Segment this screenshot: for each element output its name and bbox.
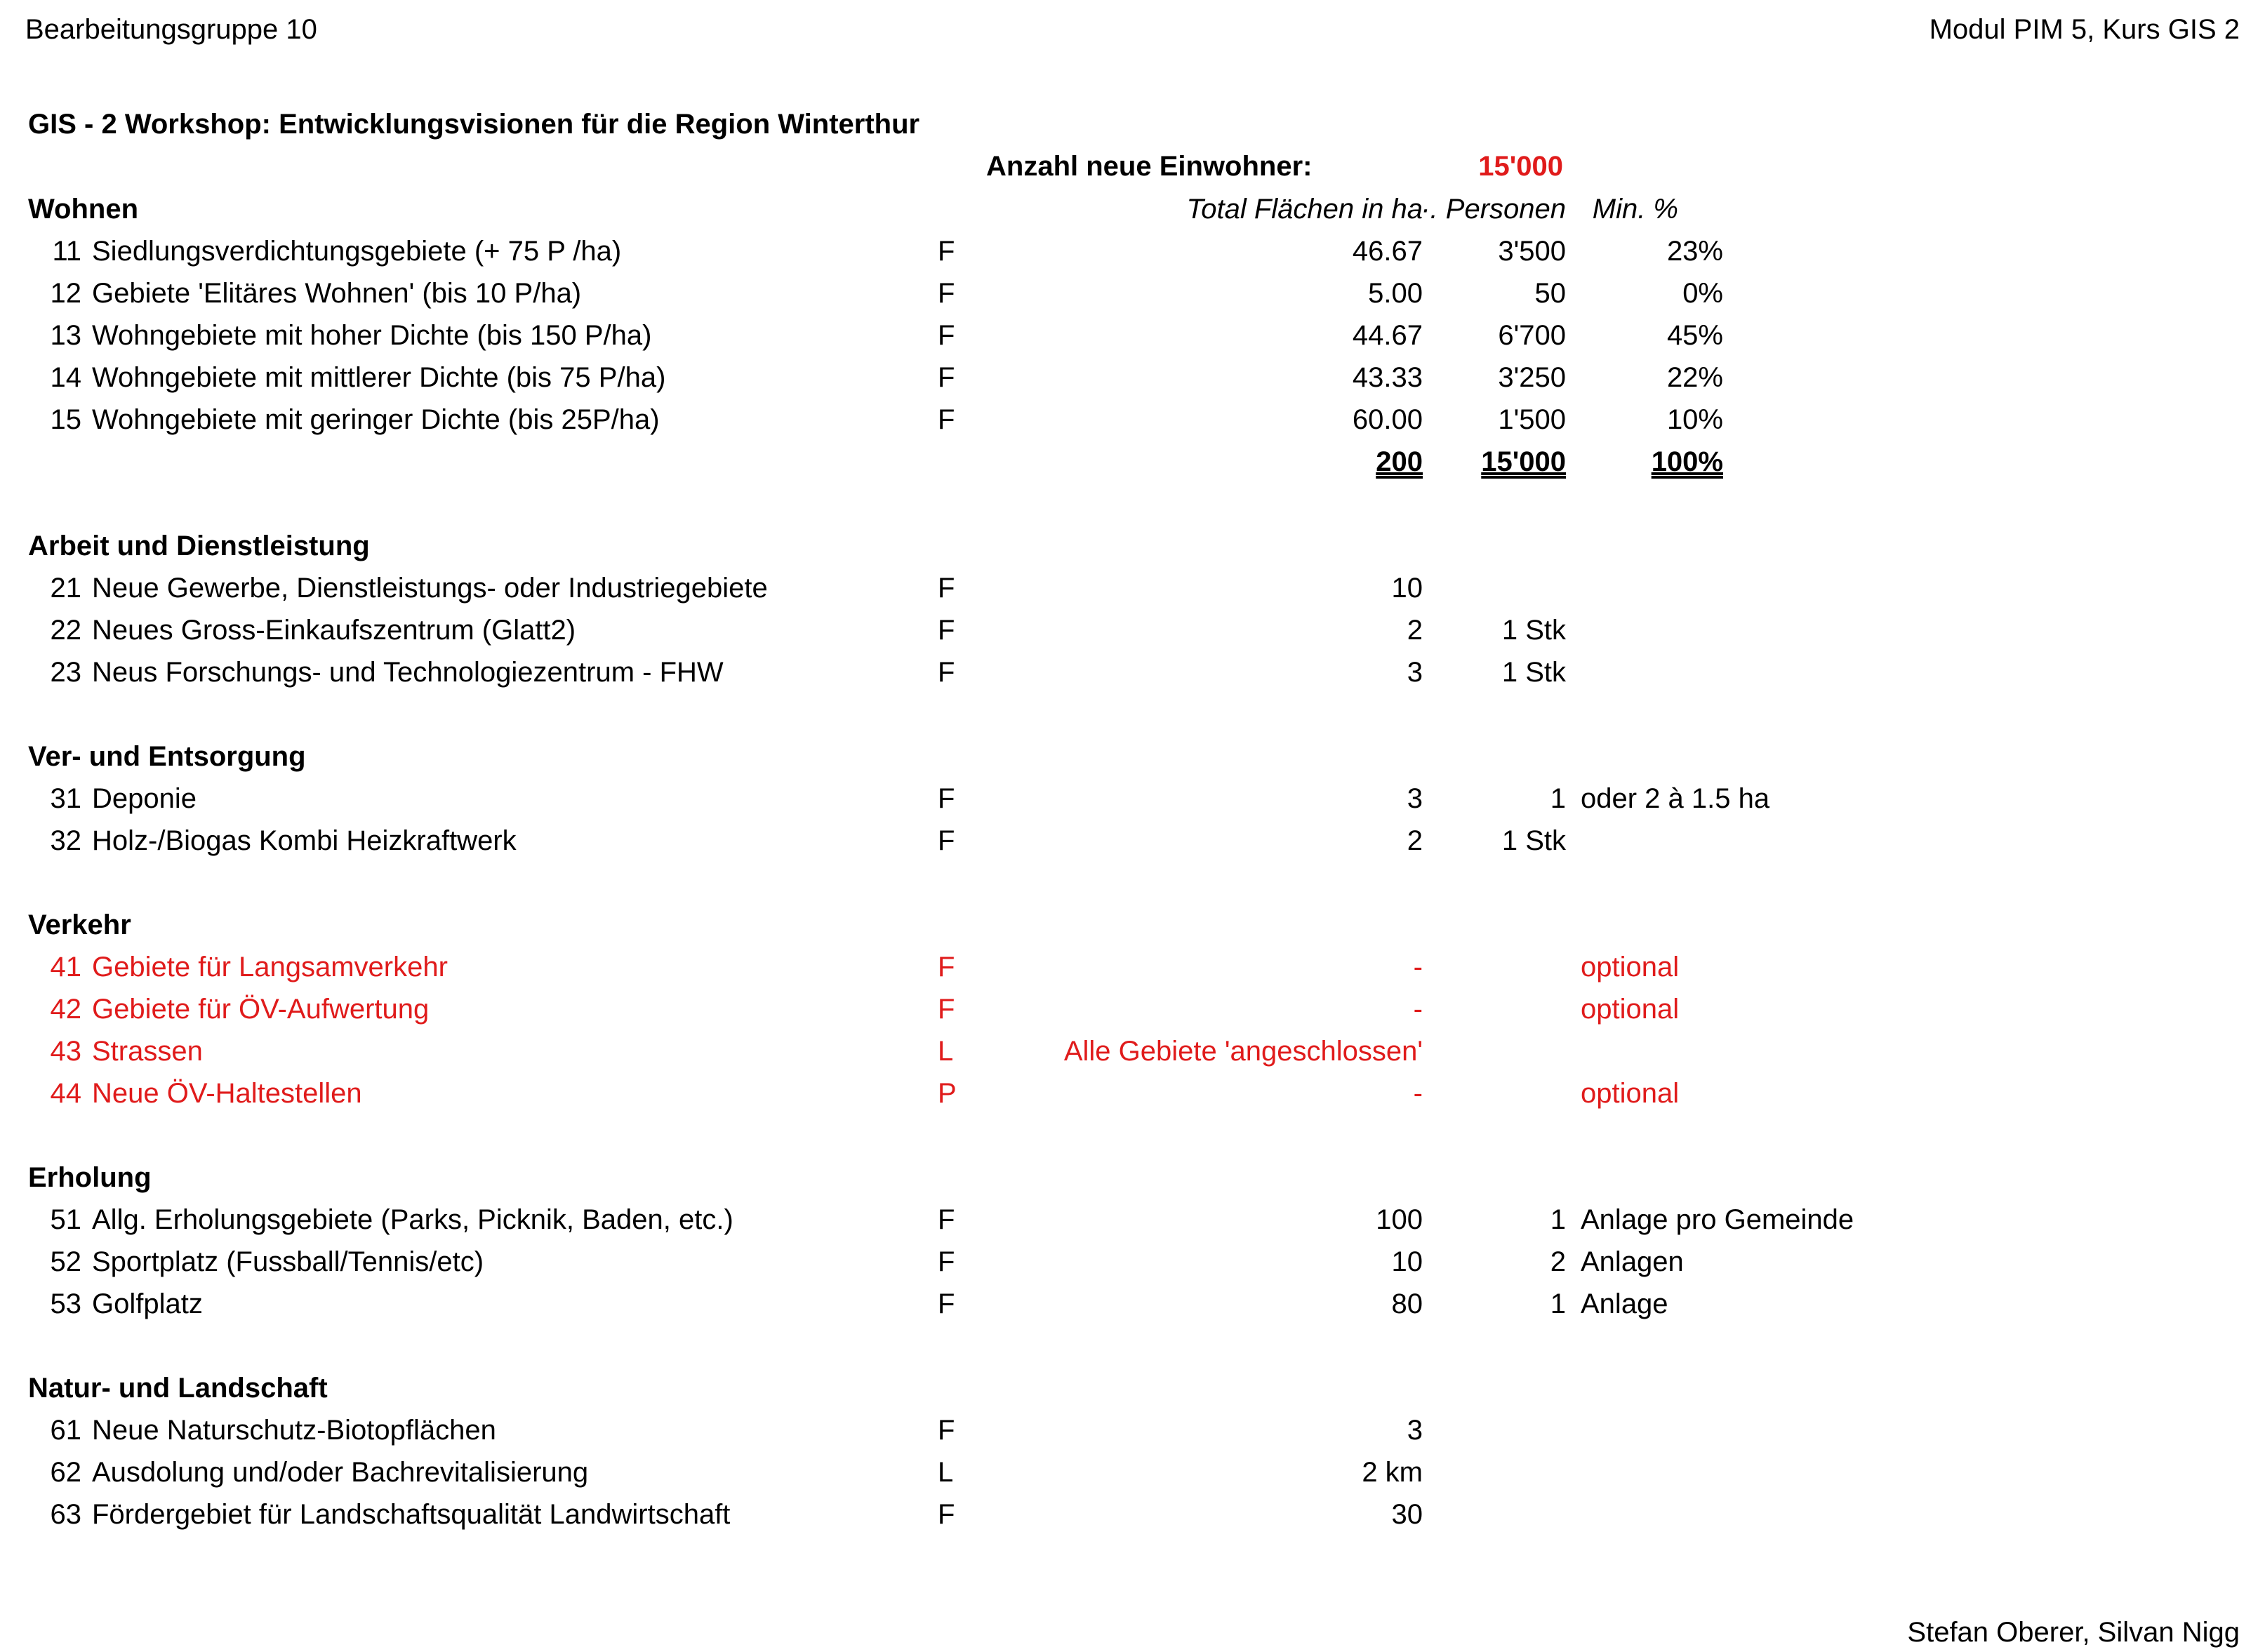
row-name: Gebiete 'Elitäres Wohnen' (bis 10 P/ha) — [92, 278, 582, 309]
row-persons: 1 Stk — [1501, 657, 1566, 688]
row-type: F — [938, 1288, 955, 1319]
row-area: 3 — [1407, 783, 1423, 814]
row-area: 60.00 — [1352, 404, 1423, 435]
row-name: Deponie — [92, 783, 197, 814]
row-area: 2 km — [1362, 1457, 1423, 1488]
row-type: F — [938, 825, 955, 856]
row-persons: 1 — [1550, 1288, 1566, 1319]
table-row — [0, 1416, 2265, 1451]
row-type: L — [938, 1457, 954, 1488]
row-number: 51 — [50, 1204, 81, 1235]
table-row — [0, 1290, 2265, 1325]
row-note: optional — [1581, 952, 1680, 982]
row-number: 21 — [50, 573, 81, 604]
table-row — [0, 1206, 2265, 1241]
row-type: F — [938, 994, 955, 1025]
row-number: 11 — [52, 236, 81, 267]
row-area: 3 — [1407, 657, 1423, 688]
table-row — [0, 1248, 2265, 1283]
row-type: F — [938, 1499, 955, 1530]
row-name: Ausdolung und/oder Bachrevitalisierung — [92, 1457, 589, 1488]
table-row — [0, 1458, 2265, 1493]
row-number: 15 — [50, 404, 81, 435]
row-persons: 2 — [1550, 1246, 1566, 1277]
row-note: optional — [1581, 994, 1680, 1025]
row-note: Anlage pro Gemeinde — [1581, 1204, 1854, 1235]
table-row — [0, 279, 2265, 314]
header-group: Bearbeitungsgruppe 10 — [25, 14, 317, 45]
row-area: 10 — [1391, 573, 1423, 604]
row-number: 62 — [50, 1457, 81, 1488]
row-name: Neue Naturschutz-Biotopflächen — [92, 1415, 496, 1446]
row-type: F — [938, 362, 955, 393]
row-number: 44 — [50, 1078, 81, 1109]
row-percent: 0% — [1682, 278, 1723, 309]
row-type: P — [938, 1078, 957, 1109]
row-type: F — [938, 404, 955, 435]
row-name: Siedlungsverdichtungsgebiete (+ 75 P /ha) — [92, 236, 622, 267]
row-name: Gebiete für ÖV-Aufwertung — [92, 994, 430, 1025]
section-title-verkehr: Verkehr — [28, 910, 131, 940]
row-name: Neus Forschungs- und Technologiezentrum - FHW — [92, 657, 724, 688]
row-type: F — [938, 1415, 955, 1446]
table-row — [0, 785, 2265, 820]
section-title-natur: Natur- und Landschaft — [28, 1373, 328, 1404]
row-type: F — [938, 657, 955, 688]
row-name: Neue ÖV-Haltestellen — [92, 1078, 362, 1109]
row-type: F — [938, 320, 955, 351]
row-number: 53 — [50, 1288, 81, 1319]
table-row — [0, 1500, 2265, 1536]
row-type: F — [938, 1204, 955, 1235]
row-area: - — [1413, 994, 1423, 1025]
row-type: F — [938, 278, 955, 309]
row-type: F — [938, 952, 955, 982]
row-area: 5.00 — [1368, 278, 1423, 309]
row-number: 43 — [50, 1036, 81, 1067]
row-area: 46.67 — [1352, 236, 1423, 267]
column-header-area: Total Flächen in ha — [1186, 194, 1423, 225]
row-percent: 23% — [1666, 236, 1723, 267]
row-area: 10 — [1391, 1246, 1423, 1277]
row-type: F — [938, 1246, 955, 1277]
row-name: Holz-/Biogas Kombi Heizkraftwerk — [92, 825, 517, 856]
row-name: Gebiete für Langsamverkehr — [92, 952, 448, 982]
row-persons: 1 Stk — [1501, 615, 1566, 646]
table-row — [0, 574, 2265, 609]
table-row — [0, 406, 2265, 441]
total-area: 200 — [1376, 446, 1423, 477]
row-name: Fördergebiet für Landschaftsqualität Landwirtschaft — [92, 1499, 731, 1530]
row-persons: 3'250 — [1498, 362, 1566, 393]
row-area: 44.67 — [1352, 320, 1423, 351]
footer-authors: Stefan Oberer, Silvan Nigg — [1907, 1617, 2240, 1648]
row-number: 52 — [50, 1246, 81, 1277]
row-persons: 6'700 — [1498, 320, 1566, 351]
row-number: 32 — [50, 825, 81, 856]
section-title-arbeit: Arbeit und Dienstleistung — [28, 531, 370, 561]
table-row — [0, 616, 2265, 651]
row-area: - — [1413, 1078, 1423, 1109]
row-note: oder 2 à 1.5 ha — [1581, 783, 1770, 814]
row-name: Wohngebiete mit hoher Dichte (bis 150 P/ha) — [92, 320, 652, 351]
totals-row — [0, 448, 2265, 483]
row-name: Sportplatz (Fussball/Tennis/etc) — [92, 1246, 484, 1277]
column-header-min: Min. % — [1592, 194, 1678, 225]
table-row — [0, 658, 2265, 693]
table-row — [0, 364, 2265, 399]
row-area: Alle Gebiete 'angeschlossen' — [1063, 1036, 1423, 1067]
row-name: Wohngebiete mit geringer Dichte (bis 25P/ha) — [92, 404, 660, 435]
row-persons: 1 — [1550, 1204, 1566, 1235]
row-number: 23 — [50, 657, 81, 688]
row-note: Anlagen — [1581, 1246, 1684, 1277]
row-number: 13 — [50, 320, 81, 351]
row-name: Strassen — [92, 1036, 203, 1067]
table-row — [0, 1079, 2265, 1114]
einwohner-value: 15'000 — [1478, 151, 1563, 182]
row-persons: 3'500 — [1498, 236, 1566, 267]
row-name: Wohngebiete mit mittlerer Dichte (bis 75 P/ha) — [92, 362, 666, 393]
page-title: GIS - 2 Workshop: Entwicklungsvisionen für die Region Winterthur — [28, 109, 920, 140]
row-percent: 45% — [1666, 320, 1723, 351]
section-title-wohnen: Wohnen — [28, 194, 139, 225]
table-row — [0, 237, 2265, 272]
row-area: 100 — [1376, 1204, 1423, 1235]
table-row — [0, 1037, 2265, 1072]
einwohner-label: Anzahl neue Einwohner: — [986, 151, 1313, 182]
table-row — [0, 827, 2265, 862]
row-name: Allg. Erholungsgebiete (Parks, Picknik, Baden, etc.) — [92, 1204, 733, 1235]
row-persons: 1'500 — [1498, 404, 1566, 435]
row-area: 2 — [1407, 615, 1423, 646]
section-title-versorgung: Ver- und Entsorgung — [28, 741, 306, 772]
row-note: optional — [1581, 1078, 1680, 1109]
row-percent: 22% — [1666, 362, 1723, 393]
row-type: F — [938, 236, 955, 267]
header-course: Modul PIM 5, Kurs GIS 2 — [1929, 14, 2240, 45]
row-area: 2 — [1407, 825, 1423, 856]
row-name: Golfplatz — [92, 1288, 203, 1319]
row-type: F — [938, 783, 955, 814]
row-area: 80 — [1391, 1288, 1423, 1319]
total-percent: 100% — [1651, 446, 1723, 477]
table-row — [0, 953, 2265, 988]
row-number: 61 — [50, 1415, 81, 1446]
row-area: - — [1413, 952, 1423, 982]
row-area: 30 — [1391, 1499, 1423, 1530]
section-title-erholung: Erholung — [28, 1162, 152, 1193]
row-area: 43.33 — [1352, 362, 1423, 393]
row-number: 42 — [50, 994, 81, 1025]
row-number: 63 — [50, 1499, 81, 1530]
row-type: F — [938, 573, 955, 604]
row-type: L — [938, 1036, 954, 1067]
row-number: 12 — [50, 278, 81, 309]
row-persons: 50 — [1534, 278, 1566, 309]
table-row — [0, 321, 2265, 357]
row-number: 14 — [50, 362, 81, 393]
row-number: 31 — [50, 783, 81, 814]
row-percent: 10% — [1666, 404, 1723, 435]
row-name: Neues Gross-Einkaufszentrum (Glatt2) — [92, 615, 576, 646]
row-name: Neue Gewerbe, Dienstleistungs- oder Industriegebiete — [92, 573, 768, 604]
row-persons: 1 — [1550, 783, 1566, 814]
row-area: 3 — [1407, 1415, 1423, 1446]
table-row — [0, 995, 2265, 1030]
row-note: Anlage — [1581, 1288, 1668, 1319]
row-number: 41 — [50, 952, 81, 982]
row-persons: 1 Stk — [1501, 825, 1566, 856]
row-type: F — [938, 615, 955, 646]
row-number: 22 — [50, 615, 81, 646]
column-header-persons: ·. Personen — [1421, 194, 1566, 225]
total-persons: 15'000 — [1481, 446, 1566, 477]
